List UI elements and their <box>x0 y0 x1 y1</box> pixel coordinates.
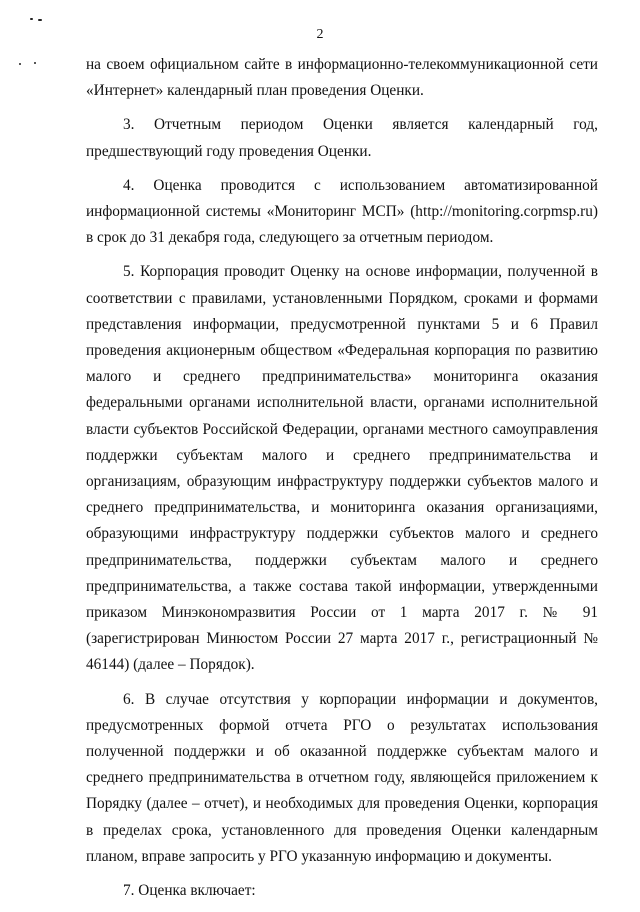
paragraph-7: 7. Оценка включает: <box>123 882 256 900</box>
document-body <box>86 52 598 912</box>
page-number: 2 <box>316 27 324 42</box>
paragraph-3: 3. Отчетным периодом Оценки является календарный год, предшествующий году проведения Оценки. <box>86 116 598 160</box>
scan-speck <box>30 18 33 20</box>
paragraph-5: 5. Корпорация проводит Оценку на основе информации, полученной в соответствии с правилами, установленными Порядком, сроками и формами представления информации, предусмотренной пунктами 5 и 6 Правил проведения акционерным обществом «Федеральная корпорация по развитию малого и среднего предпринимательства» мониторинга оказания федеральными органами исполнительной власти, органами исполнительной власти субъектов Российской Федерации, органами местного самоуправления поддержки субъектам малого и среднего предпринимательства и организациям, образующим инфраструктуру поддержки субъектов малого и среднего предпринимательства, и мониторинга оказания организациями, образующими инфраструктуру поддержки субъектов малого и среднего предпринимательства, поддержки субъектам малого и среднего предпринимательства, а также состава такой информации, утвержденными приказом Минэкономразвития России от 1 марта 2017 г. № 91 (зарегистрирован Минюстом России 27 марта 2017 г., регистрационный № 46144) (далее – Порядок). <box>86 263 598 674</box>
paragraph-6: 6. В случае отсутствия у корпорации информации и документов, предусмотренных формой отчета РГО о результатах использования полученной поддержки и об оказанной поддержке субъектам малого и среднего предпринимательства в отчетном году, являющейся приложением к Порядку (далее – отчет), и необходимых для проведения Оценки, корпорация в пределах срока, установленного для проведения Оценки календарным планом, вправе запросить у РГО указанную информацию и документы. <box>86 690 598 865</box>
paragraph-continuation: на своем официальном сайте в информационно-телекоммуникационной сети «Интернет» календарный план проведения Оценки. <box>86 56 598 100</box>
paragraph-4: 4. Оценка проводится с использованием автоматизированной информационной системы «Мониторинг МСП» (http://monitoring.corpmsp.ru) в срок до 31 декабря года, следующего за отчетным периодом. <box>86 176 598 247</box>
scan-speck <box>19 63 21 65</box>
scan-speck <box>34 62 36 64</box>
scan-speck <box>38 19 42 21</box>
